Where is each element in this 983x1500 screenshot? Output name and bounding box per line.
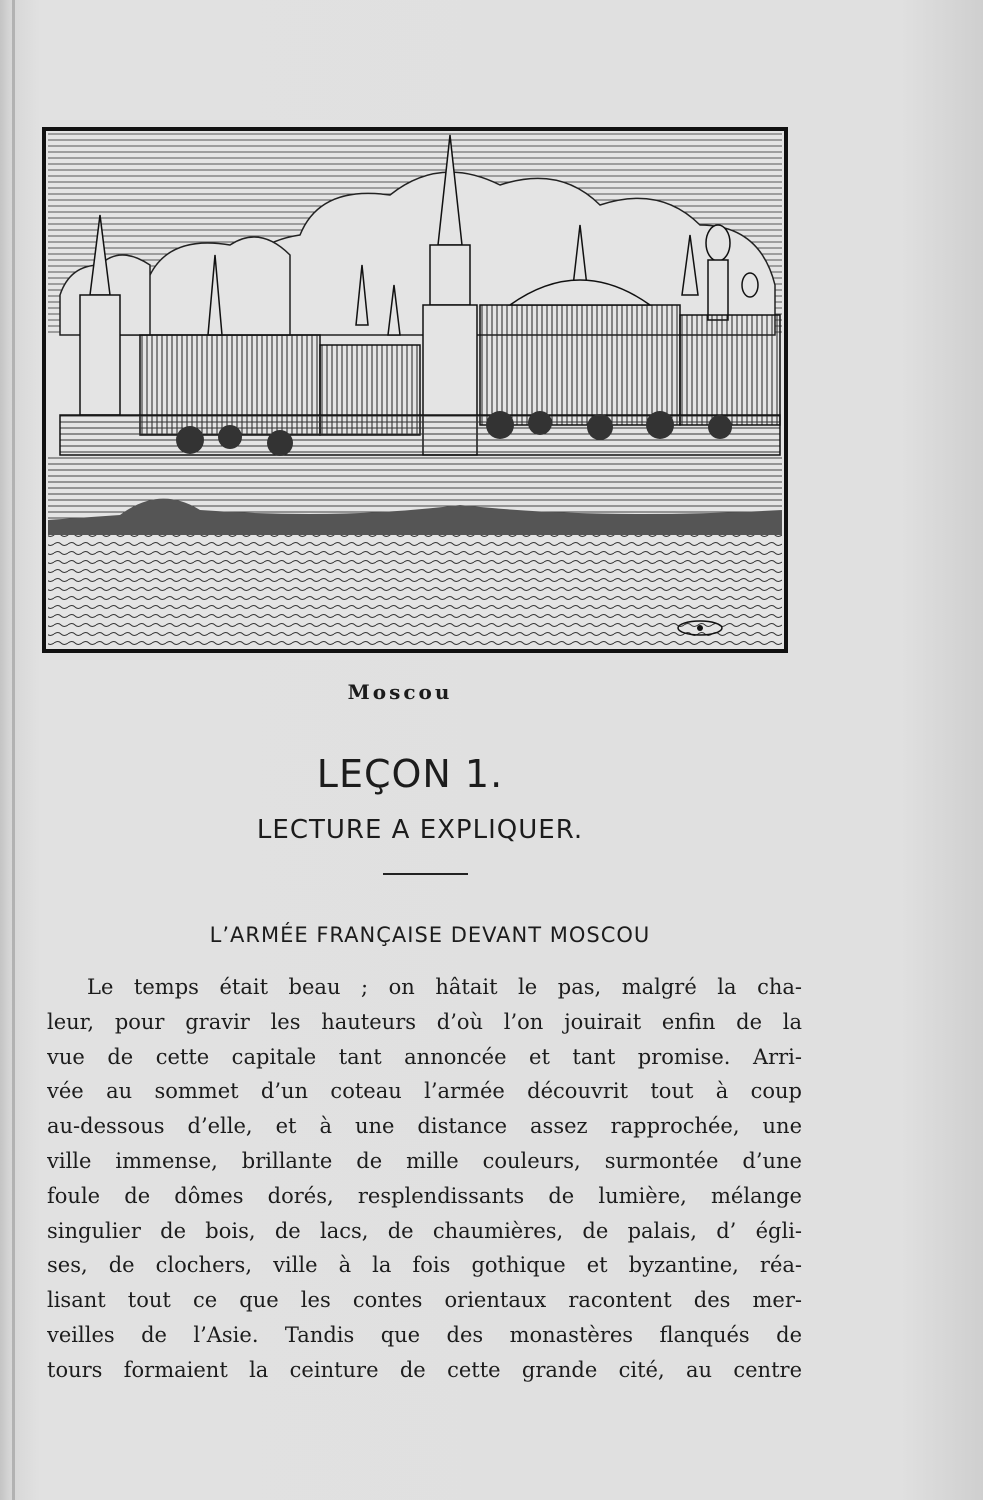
body-text [47,970,802,1388]
text-line: leur, pour gravir les hauteurs d’où l’on jouirait enfin de la [47,1009,802,1034]
text-line: vée au sommet d’un coteau l’armée découvrit tout à coup [47,1079,802,1104]
section-heading: L’ARMÉE FRANÇAISE DEVANT MOSCOU [209,923,651,947]
text-line: veilles de l’Asie. Tandis que des monastères flanqués de [47,1322,802,1347]
text-line: ville immense, brillante de mille couleurs, surmontée d’une [47,1148,802,1173]
text-line: singulier de bois, de lacs, de chaumières, de palais, d’ égli- [47,1218,802,1243]
text-line: vue de cette capitale tant annoncée et tant promise. Arri- [47,1044,802,1069]
page-binding-edge [12,0,15,1500]
lesson-subtitle: LECTURE A EXPLIQUER. [256,815,584,845]
text-line: foule de dômes dorés, resplendissants de lumière, mélange [47,1183,802,1208]
kremlin-engraving [40,125,790,660]
text-line: Le temps était beau ; on hâtait le pas, malgré la cha- [87,975,802,999]
divider-rule [383,873,468,875]
text-line: tours formaient la ceinture de cette grande cité, au centre [47,1357,802,1382]
text-line: lisant tout ce que les contes orientaux racontent des mer- [47,1288,802,1313]
text-line: au-dessous d’elle, et à une distance assez rapprochée, une [47,1114,802,1139]
lesson-title: LEÇON 1. [316,752,504,796]
illustration-caption: Moscou [347,680,453,704]
text-line: ses, de clochers, ville à la fois gothique et byzantine, réa- [47,1253,802,1278]
